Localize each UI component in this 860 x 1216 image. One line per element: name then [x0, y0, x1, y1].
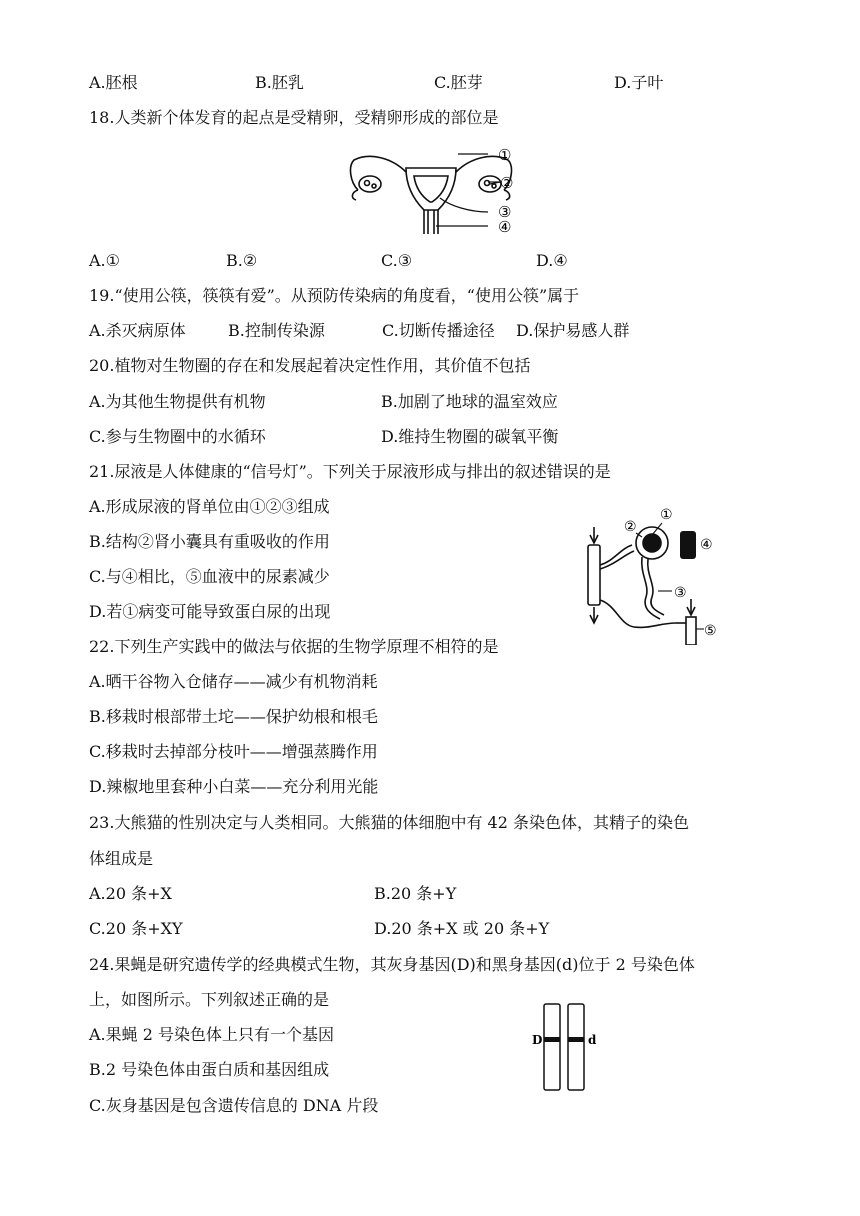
q20-stem: 20.植物对生物圈的存在和发展起着决定性作用，其价值不包括: [89, 356, 531, 375]
q21-stem: 21.尿液是人体健康的“信号灯”。下列关于尿液形成与排出的叙述错误的是: [89, 462, 611, 481]
chromosome-label-D: D: [532, 1033, 543, 1047]
uterus-label-1: ①: [498, 146, 512, 164]
q21-option-b: B.结构②肾小囊具有重吸收的作用: [89, 532, 330, 551]
q24-stem-line2: 上，如图所示。下列叙述正确的是: [89, 990, 330, 1009]
chromosome-diagram: [528, 1002, 608, 1092]
q23-stem-line2: 体组成是: [89, 849, 154, 868]
nephron-label-3: ③: [674, 585, 687, 601]
q18-option-b: B.②: [226, 251, 258, 270]
nephron-diagram: [580, 505, 730, 645]
q23-stem-line1: 23.大熊猫的性别决定与人类相同。大熊猫的体细胞中有 42 条染色体，其精子的染色: [89, 813, 689, 832]
q24-stem-line1: 24.果蝇是研究遗传学的经典模式生物，其灰身基因(D)和黑身基因(d)位于 2 号染色体: [89, 955, 695, 974]
gene-band-d-upper: [544, 1037, 560, 1042]
q20-option-a: A.为其他生物提供有机物: [89, 392, 266, 411]
q17-option-b: B.胚乳: [255, 73, 304, 92]
gene-band-d-lower: [568, 1037, 584, 1042]
q22-option-b: B.移栽时根部带土坨——保护幼根和根毛: [89, 707, 378, 726]
q20-option-b: B.加剧了地球的温室效应: [381, 392, 558, 411]
q22-option-c: C.移栽时去掉部分枝叶——增强蒸腾作用: [89, 742, 378, 761]
q18-option-d: D.④: [536, 251, 568, 270]
q17-option-a: A.胚根: [89, 73, 138, 92]
nephron-label-4: ④: [700, 537, 713, 553]
q22-option-d: D.辣椒地里套种小白菜——充分利用光能: [89, 777, 379, 796]
q21-option-a: A.形成尿液的肾单位由①②③组成: [89, 497, 330, 516]
q20-option-c: C.参与生物圈中的水循环: [89, 427, 266, 446]
nephron-label-5: ⑤: [704, 623, 717, 639]
nephron-label-2: ②: [624, 519, 637, 535]
q21-option-d: D.若①病变可能导致蛋白尿的出现: [89, 602, 331, 621]
uterus-label-3: ③: [498, 203, 512, 221]
q18-stem: 18.人类新个体发育的起点是受精卵，受精卵形成的部位是: [89, 108, 499, 127]
q19-option-b: B.控制传染源: [228, 321, 325, 340]
q24-option-c: C.灰身基因是包含遗传信息的 DNA 片段: [89, 1096, 379, 1115]
q22-option-a: A.晒干谷物入仓储存——减少有机物消耗: [89, 672, 378, 691]
q22-stem: 22.下列生产实践中的做法与依据的生物学原理不相符的是: [89, 637, 499, 656]
uterus-diagram: [340, 138, 530, 238]
q19-option-c: C.切断传播途径: [382, 321, 495, 340]
q17-option-c: C.胚芽: [434, 73, 483, 92]
q19-option-d: D.保护易感人群: [516, 321, 630, 340]
q19-option-a: A.杀灭病原体: [89, 321, 186, 340]
uterus-label-2: ②: [500, 174, 514, 192]
q23-option-a: A.20 条+X: [89, 884, 172, 903]
uterus-label-4: ④: [498, 218, 512, 236]
q23-option-d: D.20 条+X 或 20 条+Y: [374, 919, 550, 938]
q23-option-b: B.20 条+Y: [374, 884, 457, 903]
q24-option-a: A.果蝇 2 号染色体上只有一个基因: [89, 1025, 334, 1044]
q24-option-b: B.2 号染色体由蛋白质和基因组成: [89, 1060, 330, 1079]
q23-option-c: C.20 条+XY: [89, 919, 183, 938]
nephron-label-1: ①: [660, 507, 673, 523]
q19-stem: 19.“使用公筷，筷筷有爱”。从预防传染病的角度看，“使用公筷”属于: [89, 286, 580, 305]
q17-option-d: D.子叶: [614, 73, 664, 92]
q20-option-d: D.维持生物圈的碳氧平衡: [381, 427, 559, 446]
q18-option-a: A.①: [89, 251, 120, 270]
q18-option-c: C.③: [381, 251, 413, 270]
chromosome-label-d: d: [588, 1033, 597, 1047]
q21-option-c: C.与④相比，⑤血液中的尿素减少: [89, 567, 330, 586]
